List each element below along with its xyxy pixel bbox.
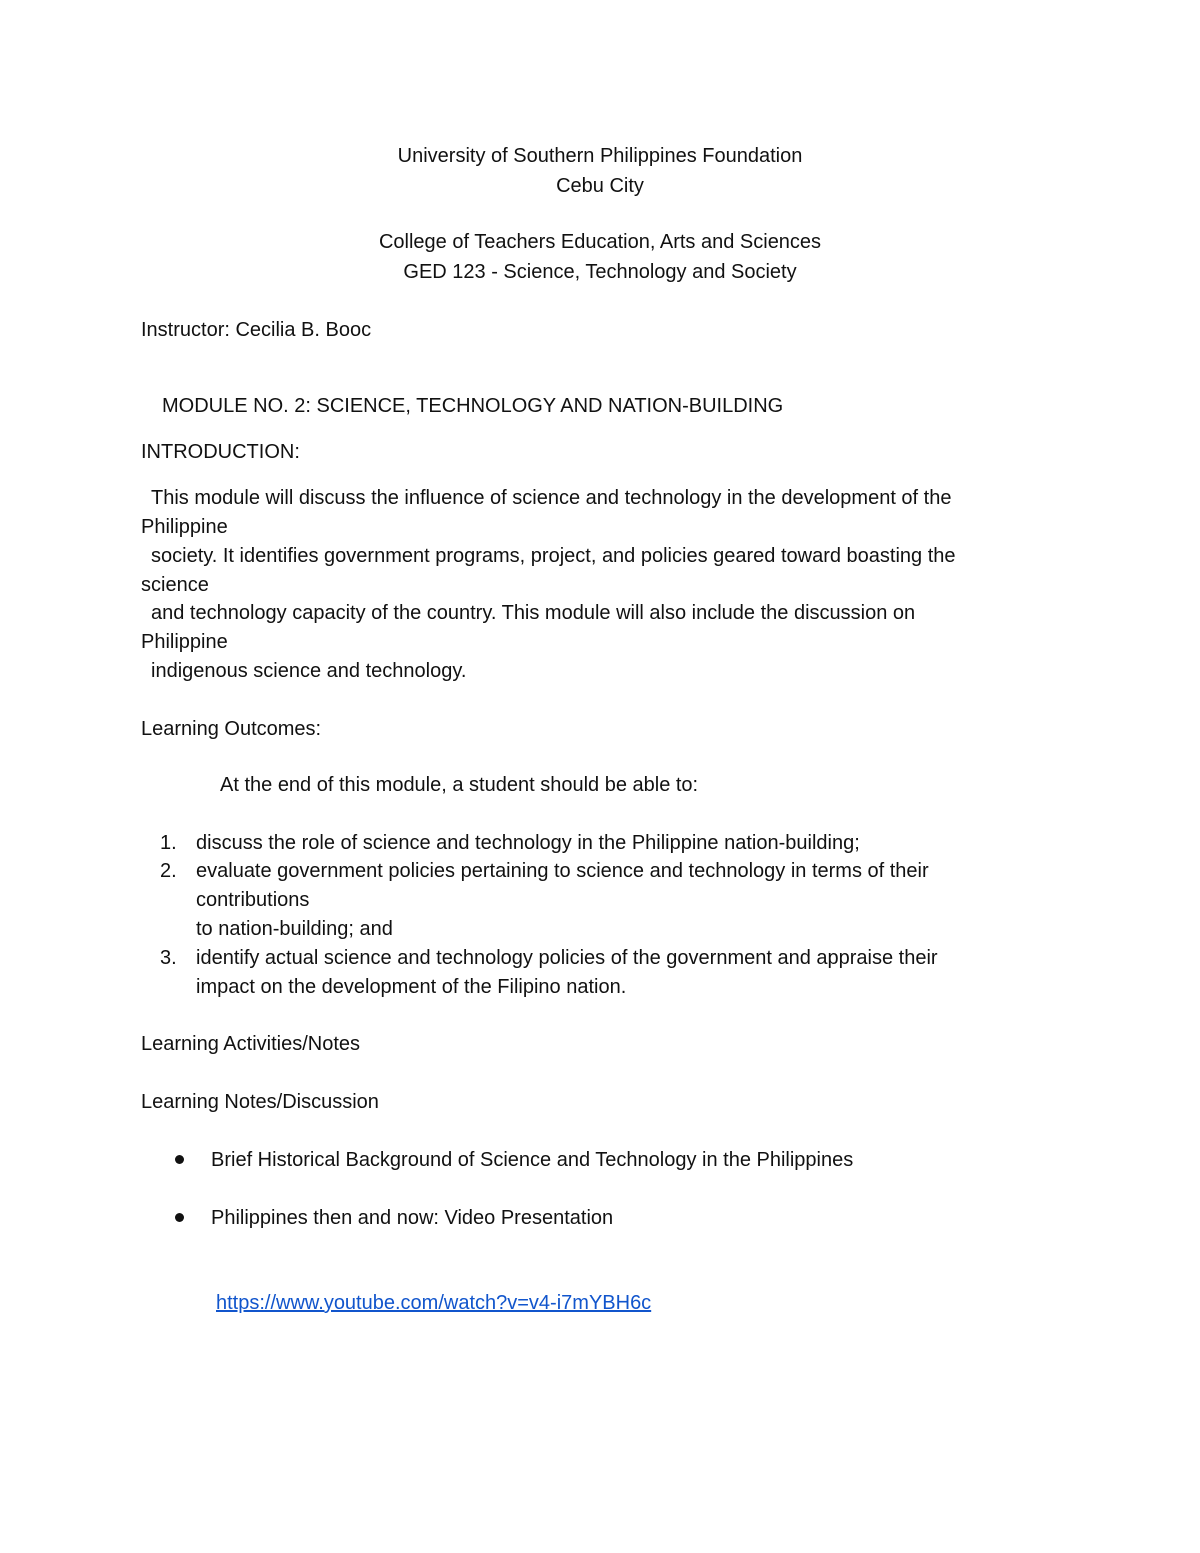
list-number: 3. bbox=[160, 947, 177, 969]
intro-line: society. It identifies government programs, project, and policies geared toward boasting the bbox=[151, 545, 956, 567]
bullet-icon bbox=[175, 1155, 184, 1164]
course-title: GED 123 - Science, Technology and Society bbox=[403, 261, 797, 283]
intro-line: science bbox=[141, 574, 209, 596]
outcomes-intro: At the end of this module, a student should be able to: bbox=[220, 774, 699, 796]
intro-line: Philippine bbox=[141, 631, 228, 653]
notes-heading: Learning Notes/Discussion bbox=[141, 1091, 379, 1113]
outcome-item-line: discuss the role of science and technology in the Philippine nation-building; bbox=[196, 832, 860, 854]
outcomes-heading: Learning Outcomes: bbox=[141, 718, 322, 740]
city: Cebu City bbox=[556, 175, 644, 197]
university-name: University of Southern Philippines Foundation bbox=[397, 145, 803, 167]
activities-heading: Learning Activities/Notes bbox=[141, 1033, 361, 1055]
introduction-heading: INTRODUCTION: bbox=[141, 441, 300, 463]
bullet-icon bbox=[175, 1213, 184, 1222]
intro-line: This module will discuss the influence of science and technology in the development of the bbox=[151, 487, 952, 509]
outcome-item-line: to nation-building; and bbox=[196, 918, 393, 940]
intro-line: and technology capacity of the country. This module will also include the discussion on bbox=[151, 602, 916, 624]
bullet-item: Brief Historical Background of Science and Technology in the Philippines bbox=[211, 1149, 854, 1171]
college-name: College of Teachers Education, Arts and Sciences bbox=[378, 231, 822, 253]
outcome-item-line: identify actual science and technology policies of the government and appraise their bbox=[196, 947, 938, 969]
intro-line: indigenous science and technology. bbox=[151, 660, 467, 682]
list-number: 2. bbox=[160, 860, 177, 882]
list-number: 1. bbox=[160, 832, 177, 854]
outcome-item-line: contributions bbox=[196, 889, 310, 911]
outcome-item-line: impact on the development of the Filipino nation. bbox=[196, 976, 627, 998]
bullet-item: Philippines then and now: Video Presentation bbox=[211, 1207, 614, 1229]
instructor: Instructor: Cecilia B. Booc bbox=[141, 319, 372, 341]
module-title: MODULE NO. 2: SCIENCE, TECHNOLOGY AND NATION-BUILDING bbox=[162, 395, 784, 417]
intro-line: Philippine bbox=[141, 516, 228, 538]
outcome-item-line: evaluate government policies pertaining to science and technology in terms of their bbox=[196, 860, 929, 882]
youtube-link[interactable]: https://www.youtube.com/watch?v=v4-i7mYBH6c bbox=[216, 1292, 652, 1314]
